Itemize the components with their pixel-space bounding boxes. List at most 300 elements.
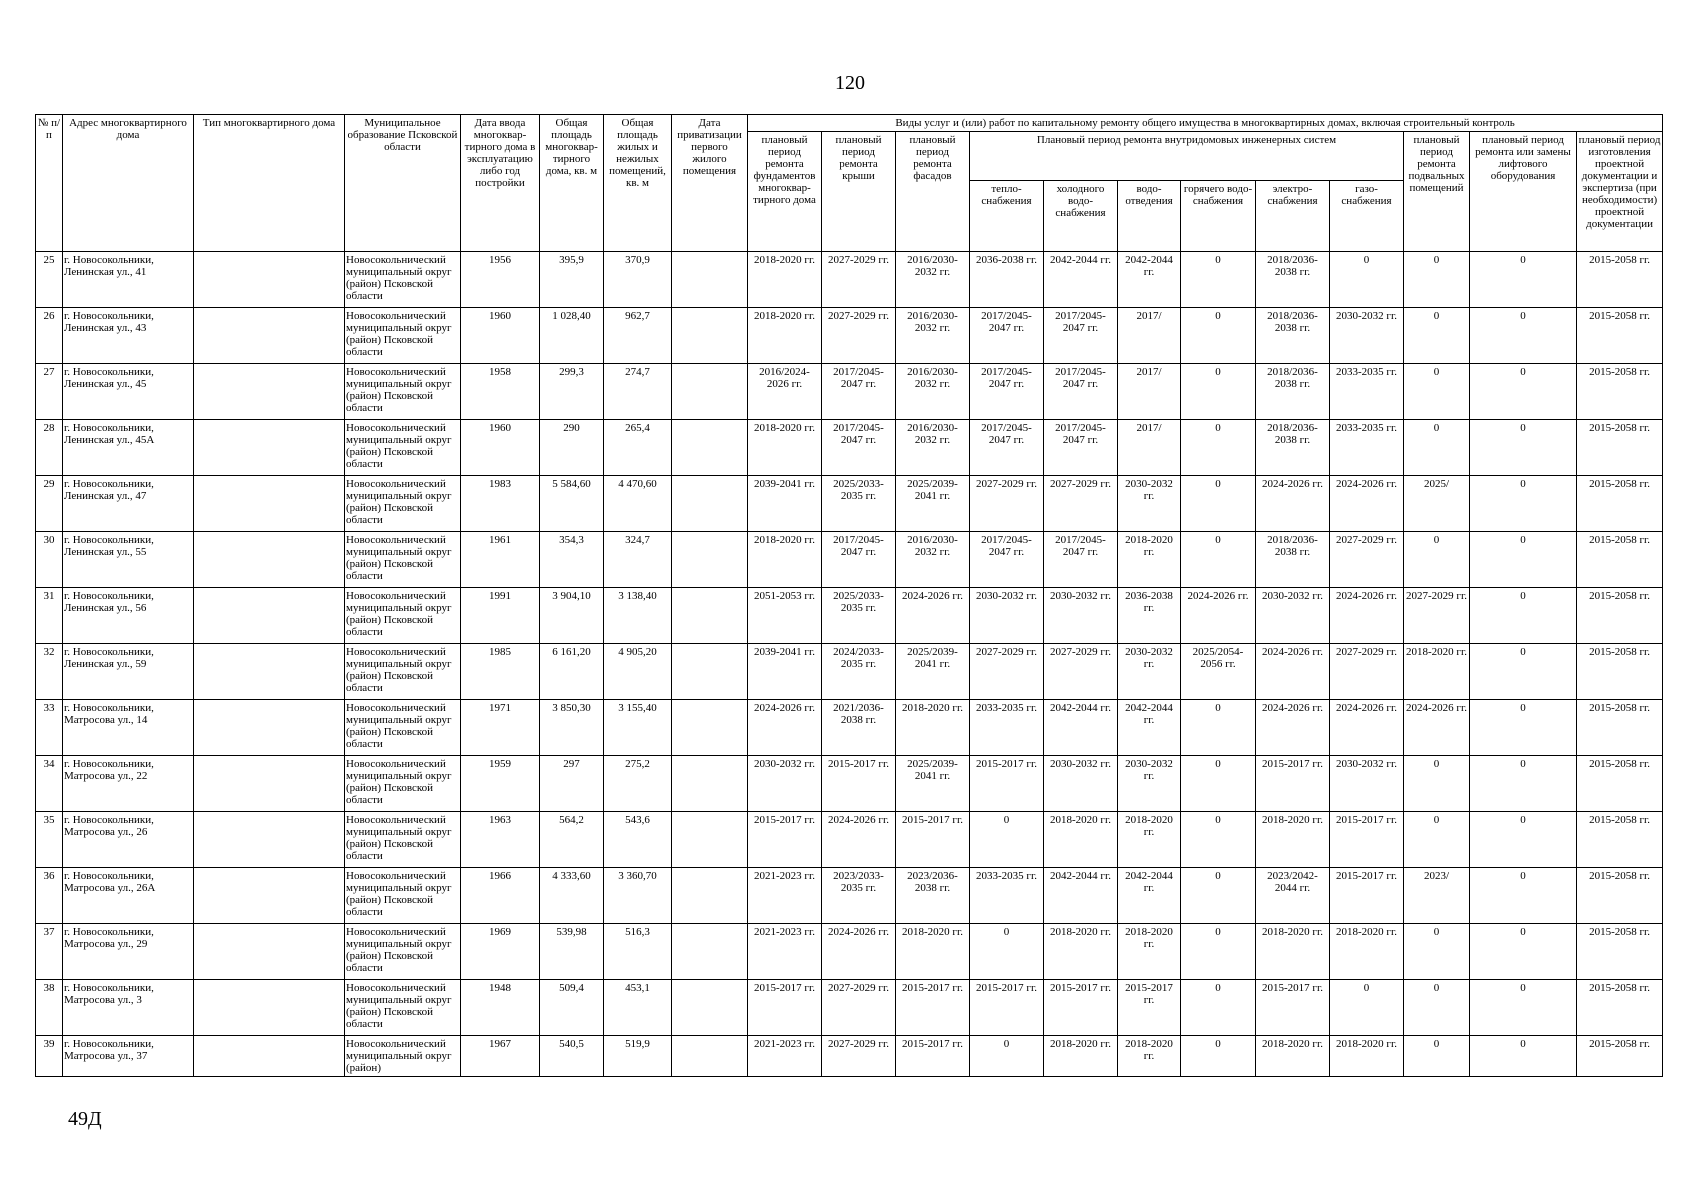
cell-residential-area: 275,2 — [604, 756, 672, 812]
table-row — [36, 476, 1663, 532]
cell-type — [194, 812, 345, 868]
cell-foundation: 2018-2020 гг. — [748, 532, 822, 588]
cell-roof: 2023/2033-2035 гг. — [822, 868, 896, 924]
cell-roof: 2024/2033-2035 гг. — [822, 644, 896, 700]
cell-elevator: 0 — [1470, 644, 1577, 700]
cell-residential-area: 4 905,20 — [604, 644, 672, 700]
cell-total-area: 395,9 — [540, 252, 604, 308]
header-address: Адрес многоквартирного дома — [63, 115, 194, 252]
cell-design-docs: 2015-2058 гг. — [1577, 868, 1663, 924]
cell-electricity: 2023/2042-2044 гг. — [1256, 868, 1330, 924]
cell-elevator: 0 — [1470, 308, 1577, 364]
cell-facade: 2015-2017 гг. — [896, 812, 970, 868]
cell-year: 1967 — [461, 1036, 540, 1077]
cell-electricity: 2018/2036-2038 гг. — [1256, 532, 1330, 588]
cell-foundation: 2018-2020 гг. — [748, 308, 822, 364]
cell-cold-water: 2017/2045-2047 гг. — [1044, 308, 1118, 364]
cell-total-area: 3 904,10 — [540, 588, 604, 644]
cell-elevator: 0 — [1470, 812, 1577, 868]
cell-privatization — [672, 1036, 748, 1077]
cell-address: г. Новосокольники, Ленинская ул., 41 — [63, 252, 194, 308]
cell-address: г. Новосокольники, Ленинская ул., 45 — [63, 364, 194, 420]
table-row — [36, 868, 1663, 924]
cell-design-docs: 2015-2058 гг. — [1577, 700, 1663, 756]
cell-municipality: Новосокольнический муниципальный округ (район) Псковской области — [345, 252, 461, 308]
cell-foundation: 2021-2023 гг. — [748, 868, 822, 924]
cell-address: г. Новосокольники, Матросова ул., 29 — [63, 924, 194, 980]
header-works-group: Виды услуг и (или) работ по капитальному ремонту общего имущества в многоквартирных домах, включая строительный контроль — [748, 115, 1663, 132]
cell-cold-water: 2030-2032 гг. — [1044, 756, 1118, 812]
cell-facade: 2015-2017 гг. — [896, 980, 970, 1036]
cell-cold-water: 2017/2045-2047 гг. — [1044, 420, 1118, 476]
cell-elevator: 0 — [1470, 980, 1577, 1036]
cell-privatization — [672, 252, 748, 308]
cell-facade: 2016/2030-2032 гг. — [896, 532, 970, 588]
cell-design-docs: 2015-2058 гг. — [1577, 252, 1663, 308]
cell-heating: 2015-2017 гг. — [970, 980, 1044, 1036]
cell-facade: 2018-2020 гг. — [896, 700, 970, 756]
cell-address: г. Новосокольники, Ленинская ул., 56 — [63, 588, 194, 644]
table-row — [36, 924, 1663, 980]
cell-address: г. Новосокольники, Матросова ул., 22 — [63, 756, 194, 812]
cell-sewerage: 2042-2044 гг. — [1118, 252, 1181, 308]
cell-gas: 2033-2035 гг. — [1330, 364, 1404, 420]
table-row — [36, 700, 1663, 756]
cell-privatization — [672, 588, 748, 644]
cell-municipality: Новосокольнический муниципальный округ (район) Псковской области — [345, 588, 461, 644]
cell-cold-water: 2018-2020 гг. — [1044, 1036, 1118, 1077]
cell-residential-area: 453,1 — [604, 980, 672, 1036]
cell-address: г. Новосокольники, Ленинская ул., 45А — [63, 420, 194, 476]
cell-sewerage: 2017/ — [1118, 308, 1181, 364]
cell-privatization — [672, 700, 748, 756]
capital-repair-table-wrapper — [35, 114, 1662, 1077]
cell-sewerage: 2036-2038 гг. — [1118, 588, 1181, 644]
cell-roof: 2017/2045-2047 гг. — [822, 532, 896, 588]
cell-elevator: 0 — [1470, 700, 1577, 756]
cell-heating: 2017/2045-2047 гг. — [970, 364, 1044, 420]
header-gas: газо-снабжения — [1330, 180, 1404, 251]
cell-basement: 0 — [1404, 812, 1470, 868]
cell-cold-water: 2018-2020 гг. — [1044, 812, 1118, 868]
cell-municipality: Новосокольнический муниципальный округ (район) Псковской области — [345, 868, 461, 924]
cell-municipality: Новосокольнический муниципальный округ (район) Псковской области — [345, 924, 461, 980]
cell-number: 35 — [36, 812, 63, 868]
cell-elevator: 0 — [1470, 756, 1577, 812]
cell-gas: 2015-2017 гг. — [1330, 812, 1404, 868]
cell-elevator: 0 — [1470, 1036, 1577, 1077]
cell-gas: 2024-2026 гг. — [1330, 700, 1404, 756]
cell-electricity: 2018-2020 гг. — [1256, 924, 1330, 980]
table-row — [36, 644, 1663, 700]
cell-cold-water: 2042-2044 гг. — [1044, 252, 1118, 308]
cell-basement: 2024-2026 гг. — [1404, 700, 1470, 756]
cell-year: 1960 — [461, 308, 540, 364]
header-design-docs: плановый период изготовления проектной документации и экспертиза (при необходимости) проектной документации — [1577, 132, 1663, 252]
cell-total-area: 354,3 — [540, 532, 604, 588]
cell-type — [194, 756, 345, 812]
cell-elevator: 0 — [1470, 476, 1577, 532]
cell-basement: 0 — [1404, 532, 1470, 588]
cell-privatization — [672, 476, 748, 532]
cell-foundation: 2021-2023 гг. — [748, 1036, 822, 1077]
cell-design-docs: 2015-2058 гг. — [1577, 532, 1663, 588]
cell-basement: 0 — [1404, 756, 1470, 812]
cell-number: 38 — [36, 980, 63, 1036]
cell-year: 1959 — [461, 756, 540, 812]
cell-municipality: Новосокольнический муниципальный округ (район) Псковской области — [345, 364, 461, 420]
cell-electricity: 2015-2017 гг. — [1256, 980, 1330, 1036]
cell-address: г. Новосокольники, Матросова ул., 14 — [63, 700, 194, 756]
cell-residential-area: 274,7 — [604, 364, 672, 420]
footer-code: 49Д — [68, 1108, 102, 1130]
table-row — [36, 812, 1663, 868]
cell-foundation: 2015-2017 гг. — [748, 980, 822, 1036]
cell-foundation: 2039-2041 гг. — [748, 476, 822, 532]
cell-elevator: 0 — [1470, 924, 1577, 980]
header-residential-area: Общая площадь жилых и нежилых помещений, кв. м — [604, 115, 672, 252]
cell-number: 33 — [36, 700, 63, 756]
cell-residential-area: 3 155,40 — [604, 700, 672, 756]
cell-total-area: 3 850,30 — [540, 700, 604, 756]
cell-cold-water: 2027-2029 гг. — [1044, 476, 1118, 532]
cell-roof: 2021/2036-2038 гг. — [822, 700, 896, 756]
cell-hot-water: 0 — [1181, 924, 1256, 980]
cell-number: 25 — [36, 252, 63, 308]
cell-sewerage: 2017/ — [1118, 420, 1181, 476]
cell-total-area: 1 028,40 — [540, 308, 604, 364]
cell-heating: 2036-2038 гг. — [970, 252, 1044, 308]
cell-cold-water: 2018-2020 гг. — [1044, 924, 1118, 980]
cell-electricity: 2015-2017 гг. — [1256, 756, 1330, 812]
cell-design-docs: 2015-2058 гг. — [1577, 476, 1663, 532]
cell-year: 1961 — [461, 532, 540, 588]
cell-type — [194, 532, 345, 588]
cell-privatization — [672, 532, 748, 588]
cell-municipality: Новосокольнический муниципальный округ (район) Псковской области — [345, 812, 461, 868]
cell-roof: 2027-2029 гг. — [822, 308, 896, 364]
cell-privatization — [672, 756, 748, 812]
cell-basement: 0 — [1404, 308, 1470, 364]
cell-elevator: 0 — [1470, 532, 1577, 588]
cell-basement: 0 — [1404, 1036, 1470, 1077]
cell-gas: 2027-2029 гг. — [1330, 532, 1404, 588]
cell-foundation: 2018-2020 гг. — [748, 420, 822, 476]
cell-cold-water: 2042-2044 гг. — [1044, 868, 1118, 924]
cell-heating: 0 — [970, 924, 1044, 980]
table-row — [36, 532, 1663, 588]
cell-cold-water: 2030-2032 гг. — [1044, 588, 1118, 644]
cell-municipality: Новосокольнический муниципальный округ (район) Псковской области — [345, 308, 461, 364]
cell-basement: 0 — [1404, 420, 1470, 476]
cell-foundation: 2015-2017 гг. — [748, 812, 822, 868]
header-foundation: плановый период ремонта фундаментов многоквар-тирного дома — [748, 132, 822, 252]
cell-gas: 2033-2035 гг. — [1330, 420, 1404, 476]
cell-privatization — [672, 644, 748, 700]
cell-type — [194, 980, 345, 1036]
cell-foundation: 2018-2020 гг. — [748, 252, 822, 308]
cell-gas: 2015-2017 гг. — [1330, 868, 1404, 924]
header-num: № п/п — [36, 115, 63, 252]
cell-electricity: 2018/2036-2038 гг. — [1256, 420, 1330, 476]
cell-number: 30 — [36, 532, 63, 588]
cell-design-docs: 2015-2058 гг. — [1577, 980, 1663, 1036]
cell-total-area: 564,2 — [540, 812, 604, 868]
cell-gas: 2027-2029 гг. — [1330, 644, 1404, 700]
cell-heating: 2027-2029 гг. — [970, 476, 1044, 532]
cell-facade: 2024-2026 гг. — [896, 588, 970, 644]
cell-hot-water: 0 — [1181, 980, 1256, 1036]
cell-hot-water: 0 — [1181, 476, 1256, 532]
header-elevator: плановый период ремонта или замены лифтового оборудования — [1470, 132, 1577, 252]
header-type: Тип многоквартирного дома — [194, 115, 345, 252]
cell-sewerage: 2018-2020 гг. — [1118, 1036, 1181, 1077]
cell-number: 37 — [36, 924, 63, 980]
cell-foundation: 2016/2024-2026 гг. — [748, 364, 822, 420]
cell-privatization — [672, 364, 748, 420]
cell-elevator: 0 — [1470, 420, 1577, 476]
cell-total-area: 540,5 — [540, 1036, 604, 1077]
cell-privatization — [672, 308, 748, 364]
cell-sewerage: 2042-2044 гг. — [1118, 700, 1181, 756]
cell-address: г. Новосокольники, Матросова ул., 3 — [63, 980, 194, 1036]
cell-foundation: 2021-2023 гг. — [748, 924, 822, 980]
cell-number: 34 — [36, 756, 63, 812]
cell-municipality: Новосокольнический муниципальный округ (район) Псковской области — [345, 644, 461, 700]
cell-electricity: 2018-2020 гг. — [1256, 1036, 1330, 1077]
cell-gas: 2024-2026 гг. — [1330, 588, 1404, 644]
cell-type — [194, 644, 345, 700]
cell-design-docs: 2015-2058 гг. — [1577, 1036, 1663, 1077]
capital-repair-table — [35, 114, 1663, 1077]
cell-number: 29 — [36, 476, 63, 532]
cell-heating: 2027-2029 гг. — [970, 644, 1044, 700]
cell-design-docs: 2015-2058 гг. — [1577, 756, 1663, 812]
cell-basement: 0 — [1404, 980, 1470, 1036]
cell-number: 31 — [36, 588, 63, 644]
cell-sewerage: 2030-2032 гг. — [1118, 756, 1181, 812]
cell-type — [194, 588, 345, 644]
cell-sewerage: 2042-2044 гг. — [1118, 868, 1181, 924]
cell-foundation: 2039-2041 гг. — [748, 644, 822, 700]
cell-facade: 2025/2039-2041 гг. — [896, 756, 970, 812]
cell-heating: 2017/2045-2047 гг. — [970, 420, 1044, 476]
cell-facade: 2015-2017 гг. — [896, 1036, 970, 1077]
header-heating: тепло-снабжения — [970, 180, 1044, 251]
cell-total-area: 4 333,60 — [540, 868, 604, 924]
cell-cold-water: 2017/2045-2047 гг. — [1044, 532, 1118, 588]
cell-hot-water: 2024-2026 гг. — [1181, 588, 1256, 644]
cell-year: 1991 — [461, 588, 540, 644]
cell-residential-area: 962,7 — [604, 308, 672, 364]
cell-sewerage: 2030-2032 гг. — [1118, 476, 1181, 532]
cell-electricity: 2018/2036-2038 гг. — [1256, 364, 1330, 420]
cell-heating: 0 — [970, 1036, 1044, 1077]
cell-type — [194, 364, 345, 420]
cell-roof: 2015-2017 гг. — [822, 756, 896, 812]
cell-type — [194, 924, 345, 980]
cell-heating: 2033-2035 гг. — [970, 868, 1044, 924]
cell-total-area: 290 — [540, 420, 604, 476]
cell-municipality: Новосокольнический муниципальный округ (район) Псковской области — [345, 700, 461, 756]
header-cold-water: холодного водо-снабжения — [1044, 180, 1118, 251]
cell-roof: 2025/2033-2035 гг. — [822, 588, 896, 644]
cell-residential-area: 3 138,40 — [604, 588, 672, 644]
cell-type — [194, 308, 345, 364]
cell-address: г. Новосокольники, Ленинская ул., 47 — [63, 476, 194, 532]
cell-year: 1956 — [461, 252, 540, 308]
cell-number: 32 — [36, 644, 63, 700]
cell-year: 1966 — [461, 868, 540, 924]
cell-design-docs: 2015-2058 гг. — [1577, 644, 1663, 700]
cell-heating: 2030-2032 гг. — [970, 588, 1044, 644]
cell-hot-water: 0 — [1181, 1036, 1256, 1077]
header-basement: плановый период ремонта подвальных помещений — [1404, 132, 1470, 252]
header-roof: плановый период ремонта крыши — [822, 132, 896, 252]
cell-cold-water: 2042-2044 гг. — [1044, 700, 1118, 756]
header-privatization: Дата приватизации первого жилого помещения — [672, 115, 748, 252]
cell-facade: 2016/2030-2032 гг. — [896, 308, 970, 364]
cell-address: г. Новосокольники, Матросова ул., 26 — [63, 812, 194, 868]
cell-year: 1960 — [461, 420, 540, 476]
cell-residential-area: 543,6 — [604, 812, 672, 868]
cell-total-area: 6 161,20 — [540, 644, 604, 700]
table-row — [36, 252, 1663, 308]
cell-heating: 2015-2017 гг. — [970, 756, 1044, 812]
cell-type — [194, 868, 345, 924]
cell-year: 1971 — [461, 700, 540, 756]
cell-roof: 2027-2029 гг. — [822, 252, 896, 308]
cell-municipality: Новосокольнический муниципальный округ (район) Псковской области — [345, 532, 461, 588]
cell-total-area: 509,4 — [540, 980, 604, 1036]
cell-sewerage: 2015-2017 гг. — [1118, 980, 1181, 1036]
cell-sewerage: 2018-2020 гг. — [1118, 924, 1181, 980]
cell-facade: 2018-2020 гг. — [896, 924, 970, 980]
cell-basement: 2027-2029 гг. — [1404, 588, 1470, 644]
cell-elevator: 0 — [1470, 252, 1577, 308]
cell-residential-area: 265,4 — [604, 420, 672, 476]
cell-residential-area: 519,9 — [604, 1036, 672, 1077]
cell-hot-water: 0 — [1181, 532, 1256, 588]
cell-gas: 2030-2032 гг. — [1330, 308, 1404, 364]
cell-number: 27 — [36, 364, 63, 420]
cell-municipality: Новосокольнический муниципальный округ (район) — [345, 1036, 461, 1077]
cell-hot-water: 0 — [1181, 364, 1256, 420]
cell-year: 1983 — [461, 476, 540, 532]
cell-hot-water: 0 — [1181, 252, 1256, 308]
cell-basement: 0 — [1404, 364, 1470, 420]
cell-hot-water: 2025/2054-2056 гг. — [1181, 644, 1256, 700]
cell-electricity: 2030-2032 гг. — [1256, 588, 1330, 644]
cell-type — [194, 420, 345, 476]
table-row — [36, 420, 1663, 476]
cell-facade: 2016/2030-2032 гг. — [896, 252, 970, 308]
cell-year: 1948 — [461, 980, 540, 1036]
table-row — [36, 980, 1663, 1036]
cell-year: 1963 — [461, 812, 540, 868]
cell-number: 26 — [36, 308, 63, 364]
cell-hot-water: 0 — [1181, 868, 1256, 924]
cell-basement: 2023/ — [1404, 868, 1470, 924]
cell-total-area: 299,3 — [540, 364, 604, 420]
cell-design-docs: 2015-2058 гг. — [1577, 924, 1663, 980]
table-row — [36, 364, 1663, 420]
cell-basement: 2025/ — [1404, 476, 1470, 532]
cell-residential-area: 4 470,60 — [604, 476, 672, 532]
header-facade: плановый период ремонта фасадов — [896, 132, 970, 252]
cell-privatization — [672, 812, 748, 868]
cell-residential-area: 3 360,70 — [604, 868, 672, 924]
cell-total-area: 297 — [540, 756, 604, 812]
cell-municipality: Новосокольнический муниципальный округ (район) Псковской области — [345, 756, 461, 812]
cell-electricity: 2018/2036-2038 гг. — [1256, 252, 1330, 308]
cell-facade: 2025/2039-2041 гг. — [896, 476, 970, 532]
page-number: 120 — [835, 72, 865, 94]
cell-electricity: 2024-2026 гг. — [1256, 700, 1330, 756]
cell-facade: 2016/2030-2032 гг. — [896, 420, 970, 476]
cell-gas: 2018-2020 гг. — [1330, 1036, 1404, 1077]
cell-foundation: 2024-2026 гг. — [748, 700, 822, 756]
cell-electricity: 2018/2036-2038 гг. — [1256, 308, 1330, 364]
cell-gas: 0 — [1330, 252, 1404, 308]
cell-type — [194, 1036, 345, 1077]
header-row-1 — [36, 115, 1663, 132]
cell-address: г. Новосокольники, Ленинская ул., 59 — [63, 644, 194, 700]
cell-design-docs: 2015-2058 гг. — [1577, 308, 1663, 364]
cell-address: г. Новосокольники, Матросова ул., 26А — [63, 868, 194, 924]
cell-foundation: 2051-2053 гг. — [748, 588, 822, 644]
cell-address: г. Новосокольники, Матросова ул., 37 — [63, 1036, 194, 1077]
cell-number: 39 — [36, 1036, 63, 1077]
cell-roof: 2024-2026 гг. — [822, 924, 896, 980]
cell-roof: 2027-2029 гг. — [822, 1036, 896, 1077]
cell-gas: 0 — [1330, 980, 1404, 1036]
table-body — [36, 252, 1663, 1077]
cell-gas: 2030-2032 гг. — [1330, 756, 1404, 812]
table-row — [36, 308, 1663, 364]
cell-number: 36 — [36, 868, 63, 924]
cell-residential-area: 370,9 — [604, 252, 672, 308]
cell-privatization — [672, 420, 748, 476]
cell-total-area: 539,98 — [540, 924, 604, 980]
cell-year: 1985 — [461, 644, 540, 700]
cell-electricity: 2018-2020 гг. — [1256, 812, 1330, 868]
cell-design-docs: 2015-2058 гг. — [1577, 420, 1663, 476]
cell-heating: 2017/2045-2047 гг. — [970, 532, 1044, 588]
cell-sewerage: 2030-2032 гг. — [1118, 644, 1181, 700]
cell-elevator: 0 — [1470, 868, 1577, 924]
cell-type — [194, 476, 345, 532]
cell-address: г. Новосокольники, Ленинская ул., 43 — [63, 308, 194, 364]
header-total-area: Общая площадь многоквар-тирного дома, кв. м — [540, 115, 604, 252]
header-sewerage: водо-отведения — [1118, 180, 1181, 251]
cell-gas: 2018-2020 гг. — [1330, 924, 1404, 980]
cell-roof: 2017/2045-2047 гг. — [822, 420, 896, 476]
cell-sewerage: 2018-2020 гг. — [1118, 532, 1181, 588]
cell-cold-water: 2017/2045-2047 гг. — [1044, 364, 1118, 420]
cell-year: 1969 — [461, 924, 540, 980]
header-hot-water: горячего водо-снабжения — [1181, 180, 1256, 251]
cell-roof: 2024-2026 гг. — [822, 812, 896, 868]
cell-residential-area: 324,7 — [604, 532, 672, 588]
cell-facade: 2023/2036-2038 гг. — [896, 868, 970, 924]
cell-heating: 0 — [970, 812, 1044, 868]
cell-type — [194, 252, 345, 308]
cell-electricity: 2024-2026 гг. — [1256, 476, 1330, 532]
cell-foundation: 2030-2032 гг. — [748, 756, 822, 812]
cell-hot-water: 0 — [1181, 308, 1256, 364]
cell-heating: 2033-2035 гг. — [970, 700, 1044, 756]
